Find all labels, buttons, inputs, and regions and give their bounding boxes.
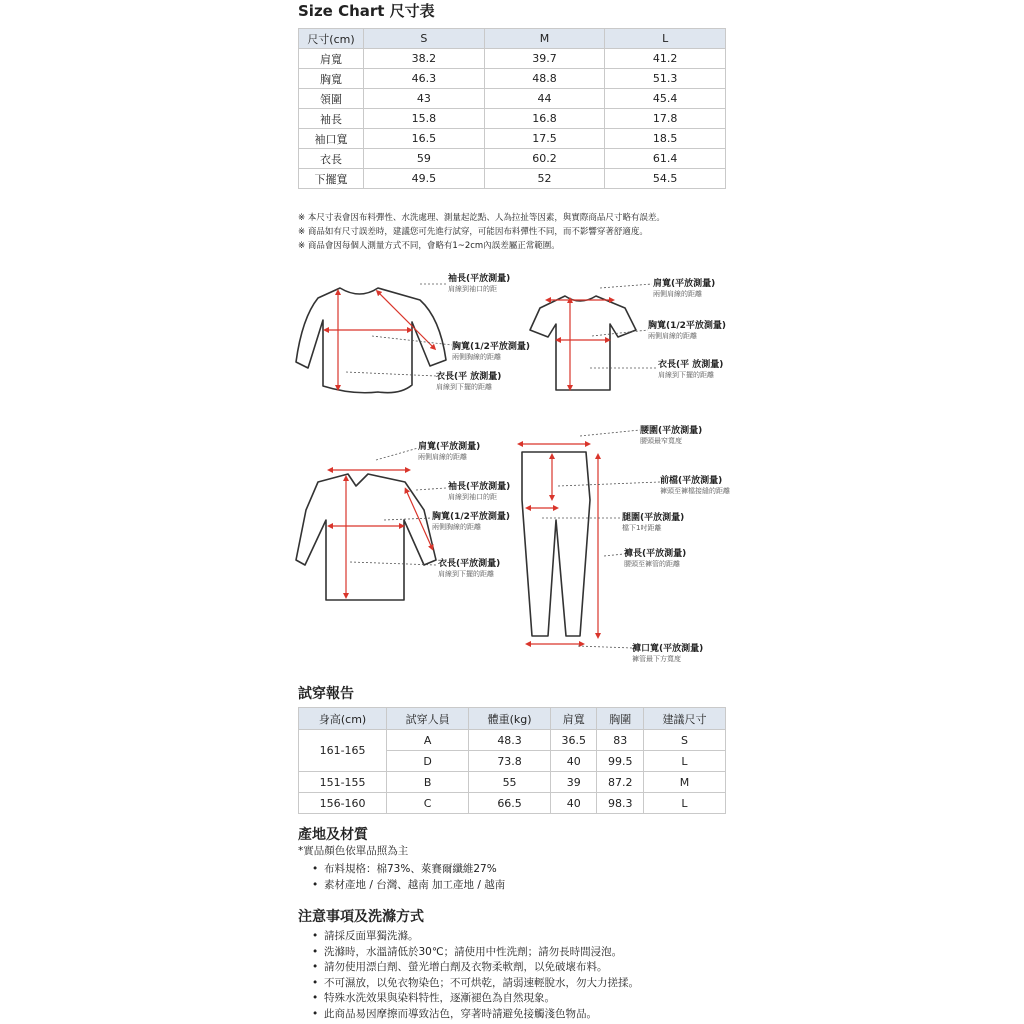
fit-header-cell: 身高(cm) [299,708,387,730]
table-cell: L [643,793,725,814]
label-sweater-sleeve: 袖長(平放測量) 肩線到袖口的距 [448,274,511,293]
pants-illustration [522,452,590,636]
table-cell: 99.5 [597,751,643,772]
label-pants-waist: 腰圍(平放測量) 腰頭最窄寬度 [640,426,703,445]
label-pants-hem: 褲口寬(平放測量) 褲管最下方寬度 [632,644,704,663]
size-table-header-cell: 尺寸(cm) [299,29,364,49]
table-cell: 48.8 [484,69,605,89]
table-cell: 40 [551,751,597,772]
table-cell: 36.5 [551,730,597,751]
table-row [299,793,726,814]
label-pants-length: 褲長(平放測量) 腰頭至褲管的距離 [624,549,687,568]
table-cell: 98.3 [597,793,643,814]
note-line: ※ 本尺寸表會因布料彈性、水洗處理、測量起訖點、人為拉扯等因素，與實際商品尺寸略有誤差。 [298,213,665,223]
table-row [299,730,726,751]
table-cell: 59 [364,149,485,169]
height-cell: 161-165 [299,730,387,772]
list-item: • 請採反面單獨洗滌。 [312,929,639,945]
label-tee-chest: 胸寬(1/2平放測量) 兩側肩線的距離 [648,321,727,340]
tee-illustration [530,296,636,390]
table-cell: 45.4 [605,89,726,109]
size-table-header-cell: L [605,29,726,49]
label-shirt-sleeve: 袖長(平放測量) 肩線到袖口的距 [448,482,511,501]
list-item: • 不可濕放，以免衣物染色；不可烘乾，請弱速輕脫水，勿大力搓揉。 [312,976,639,992]
size-table-header-cell: M [484,29,605,49]
label-pants-thigh: 腿圍(平放測量) 檔下1吋距離 [622,513,685,532]
table-cell: C [387,793,469,814]
list-item: • 請勿使用漂白劑、螢光增白劑及衣物柔軟劑，以免破壞布料。 [312,960,639,976]
row-label: 袖口寬 [299,129,364,149]
label-tee-length: 衣長(平 放測量) 肩線到下擺的距離 [658,360,724,379]
row-label: 胸寬 [299,69,364,89]
origin-title: 產地及材質 [298,827,368,843]
fit-table-header [299,708,726,730]
table-cell: 16.8 [484,109,605,129]
table-cell: 46.3 [364,69,485,89]
label-sweater-chest: 胸寬(1/2平放測量) 兩側胸線的距離 [452,342,531,361]
table-cell: 39.7 [484,49,605,69]
label-shirt-chest: 胸寬(1/2平放測量) 兩側胸線的距離 [432,512,511,531]
table-cell: 18.5 [605,129,726,149]
row-label: 下擺寬 [299,169,364,189]
table-cell: 39 [551,772,597,793]
table-cell: 66.5 [469,793,551,814]
table-cell: S [643,730,725,751]
table-cell: 51.3 [605,69,726,89]
table-cell: 61.4 [605,149,726,169]
label-tee-shoulder: 肩寬(平放測量) 兩側肩線的距離 [653,279,716,298]
note-line: ※ 商品如有尺寸誤差時，建議您可先進行試穿，可能因布料彈性不同，而不影響穿著舒適度。 [298,227,648,237]
table-cell: B [387,772,469,793]
table-cell: L [643,751,725,772]
list-item: • 素材產地 / 台灣、越南 加工產地 / 越南 [312,878,505,894]
height-cell: 151-155 [299,772,387,793]
list-item: • 特殊水洗效果與染料特性，逐漸褪色為自然現象。 [312,991,639,1007]
label-shirt-length: 衣長(平放測量) 肩線到下擺的距離 [438,559,501,578]
table-cell: A [387,730,469,751]
fit-header-cell: 體重(kg) [469,708,551,730]
table-cell: D [387,751,469,772]
table-cell: 41.2 [605,49,726,69]
fit-report-table [298,707,726,814]
care-list [312,929,639,1022]
table-cell: 55 [469,772,551,793]
table-cell: 40 [551,793,597,814]
page-title: Size Chart 尺寸表 [298,2,435,20]
fit-header-cell: 肩寬 [551,708,597,730]
fit-report-title: 試穿報告 [298,686,354,702]
fit-header-cell: 試穿人員 [387,708,469,730]
list-item: • 此商品易因摩擦而導致沾色，穿著時請避免接觸淺色物品。 [312,1007,639,1023]
note-line: ※ 商品會因每個人測量方式不同，會略有1~2cm內誤差屬正常範圍。 [298,241,560,251]
fit-header-cell: 建議尺寸 [643,708,725,730]
origin-note: *實品顏色依單品照為主 [298,845,409,857]
sweater-illustration [296,288,446,393]
table-cell: 44 [484,89,605,109]
care-title: 注意事項及洗滌方式 [298,909,424,925]
table-cell: 83 [597,730,643,751]
row-label: 領圍 [299,89,364,109]
table-row [299,772,726,793]
table-cell: 17.8 [605,109,726,129]
list-item: • 布料規格：棉73%、萊賽爾纖維27% [312,862,505,878]
size-table-header-cell: S [364,29,485,49]
height-cell: 156-160 [299,793,387,814]
list-item: • 洗滌時，水溫請低於30℃；請使用中性洗劑；請勿長時間浸泡。 [312,945,639,961]
table-cell: 15.8 [364,109,485,129]
label-pants-rise: 前檔(平放測量) 褲頭至褲檔接縫的距離 [660,476,730,495]
table-cell: 38.2 [364,49,485,69]
table-cell: 16.5 [364,129,485,149]
row-label: 袖長 [299,109,364,129]
table-cell: 60.2 [484,149,605,169]
table-cell: 43 [364,89,485,109]
table-cell: M [643,772,725,793]
table-cell: 52 [484,169,605,189]
table-cell: 17.5 [484,129,605,149]
table-cell: 73.8 [469,751,551,772]
row-label: 衣長 [299,149,364,169]
origin-list [312,862,505,893]
label-shirt-shoulder: 肩寬(平放測量) 兩側肩線的距離 [418,442,481,461]
fit-header-cell: 胸圍 [597,708,643,730]
table-cell: 48.3 [469,730,551,751]
row-label: 肩寬 [299,49,364,69]
table-cell: 87.2 [597,772,643,793]
table-cell: 54.5 [605,169,726,189]
label-sweater-length: 衣長(平 放測量) 肩線到下擺的距離 [436,372,502,391]
shirt-illustration [296,474,436,600]
table-cell: 49.5 [364,169,485,189]
